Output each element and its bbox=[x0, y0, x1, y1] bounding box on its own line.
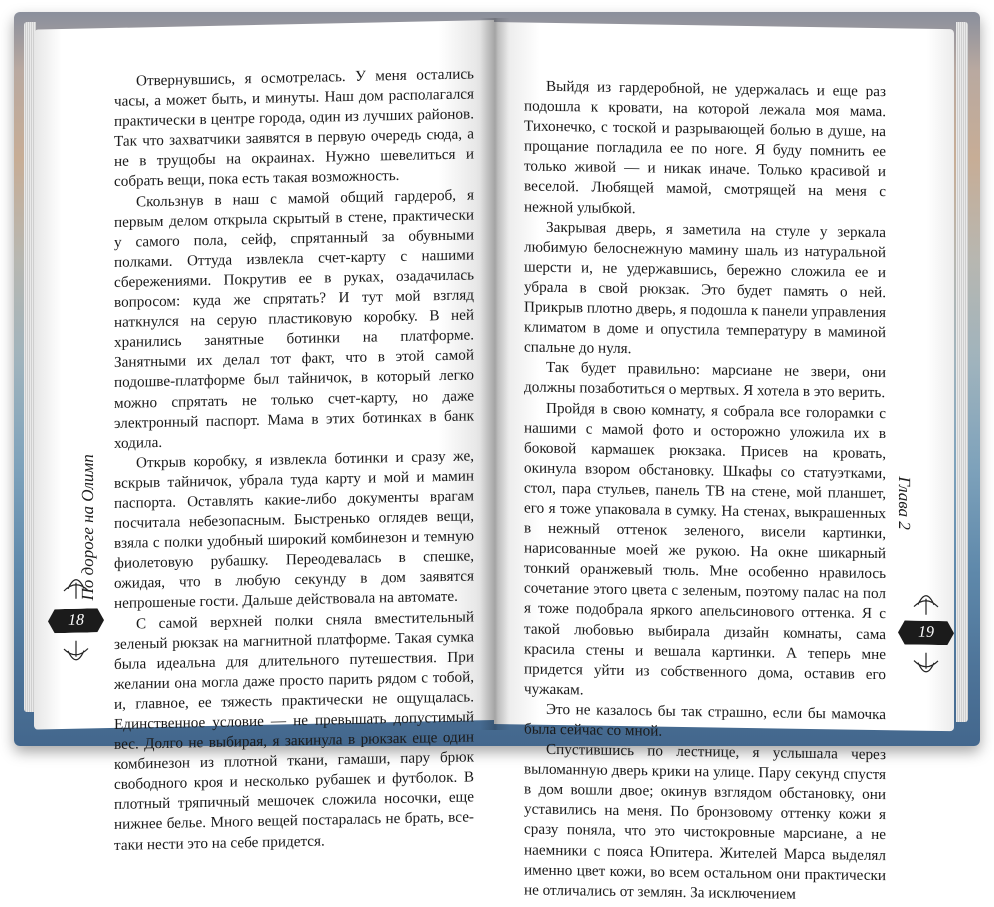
chapter-title: Глава 2 bbox=[895, 476, 914, 531]
ornament-icon bbox=[56, 638, 96, 679]
page-number-right: 19 bbox=[898, 620, 954, 645]
left-page bbox=[34, 20, 494, 854]
running-title: По дороге на Олимп bbox=[78, 454, 97, 601]
page-number-left: 18 bbox=[48, 608, 104, 633]
paragraph: Скользнув в наш с мамой общий гардероб, я первым делом открыла скрытый в стене, практически у самого пола, сейф, спрятанный за обувными полками. Оттуда извлекла счет-карту с нашими сбережениями. Покрутив ее в руках, озадачилась вопросом: куда же спрятать? И тут мой взгляд наткнулся на серую пластиковую коробку. В ней хранились занятные ботинки на платформе. Занятными их делал тот факт, что в этой самой подошве-платформе был тайничок, в который легко можно спрятать не только счет-карту, но даже электронный паспорт. Мама в этих ботинках в банк ходила. bbox=[114, 185, 474, 452]
right-page-text bbox=[524, 76, 886, 906]
page-block-edge-right bbox=[956, 22, 968, 722]
ornament-icon bbox=[906, 576, 946, 617]
right-page bbox=[494, 22, 954, 903]
paragraph: С самой верхней полки сняла вместительный зеленый рюкзак на магнитной платформе. Такая сумка была идеальна для длительного путешествия. При желании она могла даже просто парить рядом с тобой, и, главное, ее тяжесть практически не ощущалась. Единственное условие — не превышать допустимый вес. Долго не выбирая, я закинула в рюкзак еще один комбинезон из плотной ткани, гамаши, пару брюк свободного кроя и несколько рубашек и футболок. В плотный тряпичный мешочек сложила носочки, еще нижнее белье. Много вещей постаралась не брать, все-таки нести это на себе придется. bbox=[114, 607, 474, 854]
paragraph: Отвернувшись, я осмотрелась. У меня остались часы, а может быть, и минуты. Наш дом располагался практически в центре города, один из лучших районов. Так что захватчики заявятся в первую очередь сюда, а не в трущобы на окраинах. Нужно шевелиться и собрать вещи, пока есть такая возможность. bbox=[114, 65, 474, 191]
paragraph: Выйдя из гардеробной, не удержалась и еще раз подошла к кровати, на которой лежала моя мама. Тихонечко, с тоской и разрывающей болью в душе, на прощание погладила ее по ноге. Я буду помнить ее только живой — и никак иначе. Только красивой и веселой. Любящей мамой, смотрящей на меня с нежной улыбкой. bbox=[524, 77, 886, 217]
paragraph: Так будет правильно: марсиане не звери, они должны позаботиться о мертвых. Я хотела в это верить. bbox=[524, 359, 886, 402]
paragraph: Открыв коробку, я извлекла ботинки и сразу же, вскрыв тайничок, убрала туда карту и мой и мамин паспорта. Оставлять какие-либо документы врагам посчитала небезопасным. Быстренько оглядев вещи, взяла с полки удобный широкий комбинезон и темную фиолетовую рубашку. Переодевалась в спешке, ожидая, что в любую секунду в дом заявятся непрошеные гости. Дальше действовала на автомате. bbox=[114, 447, 474, 613]
paragraph: Пройдя в свою комнату, я собрала все голорамки с нашими с мамой фото и осторожно уложила их в боковой кармашек рюкзака. Присев на кровать, окинула взором обстановку. Шкафы со статуэтками, стол, пара стульев, панель ТВ на стене, мой планшет, его я тоже упаковала в сумку. На стенах, выкрашенных в нежный оттенок зеленого, висели картинки, нарисованные моей же рукою. На окне шикарный тонкий оранжевый тюль. Мне особенно нравилось сочетание этого цвета с зеленым, поэтому палас на пол я тоже подобрала яркого апельсинового оттенка. Я с такой любовью выбирала дизайн комнаты, сама красила стены и вешала картинки. А теперь мне придется уйти из собственного дома, оставив его чужакам. bbox=[524, 399, 886, 699]
left-page-text bbox=[114, 64, 474, 855]
paragraph: Это не казалось бы так страшно, если бы мамочка была сейчас со мной. bbox=[524, 700, 886, 740]
ornament-icon bbox=[906, 650, 946, 691]
paragraph: Закрывая дверь, я заметила на стуле у зеркала любимую белоснежную мамину шаль из натуральной шерсти и, не удержавшись, бережно сложила ее и убрала в свой рюкзак. Это будет память о ней. Прикрыв плотно дверь, я подошла к панели управления климатом в доме и опустила температуру в маминой спальне до нуля. bbox=[524, 218, 886, 358]
paragraph: Спустившись по лестнице, я услышала через выломанную дверь крики на улице. Пару секунд спустя в дом вошли двое; окинув взглядом обстановку, они уставились на меня. По бронзовому оттенку кожи я сразу поняла, что это чистокровные марсиане, а не наемники с пояса Юпитера. Жителей Марса выделял именно цвет кожи, во всем остальном они практически не отличались от землян. За исключением bbox=[524, 740, 886, 903]
